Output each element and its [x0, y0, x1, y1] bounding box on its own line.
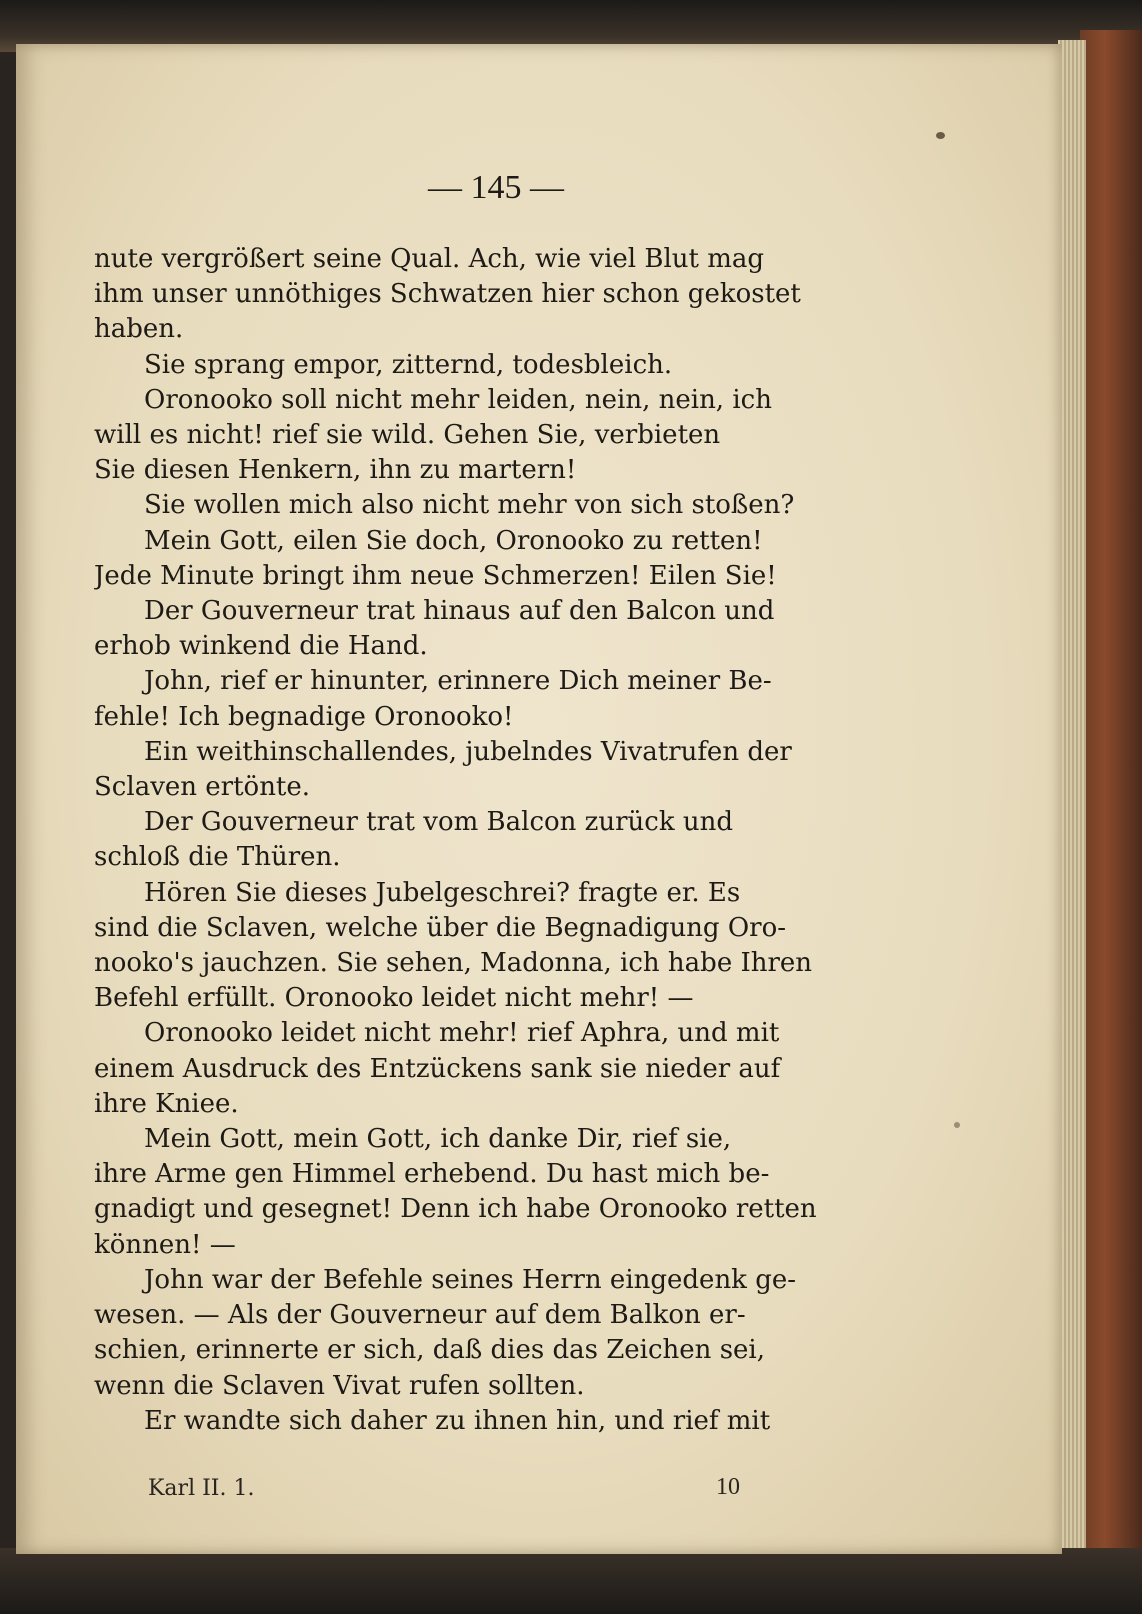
text-line: Hören Sie dieses Jubelgeschrei? fragte er. Es	[144, 877, 741, 908]
footer-signature: Karl II. 1.	[148, 1476, 255, 1501]
text-line: fehle! Ich begnadige Oronooko!	[94, 701, 514, 732]
text-line: Der Gouverneur trat hinaus auf den Balcon und	[144, 596, 775, 627]
text-line: Oronooko soll nicht mehr leiden, nein, nein, ich	[144, 384, 772, 415]
text-line: ihm unser unnöthiges Schwatzen hier schon gekostet	[94, 279, 801, 310]
text-line: Jede Minute bringt ihm neue Schmerzen! Eilen Sie!	[94, 560, 777, 591]
text-line: Sie sprang empor, zitternd, todesbleich.	[144, 349, 673, 380]
text-line: sind die Sclaven, welche über die Begnadigung Oro-	[94, 912, 787, 943]
text-line: Mein Gott, mein Gott, ich danke Dir, rief sie,	[144, 1124, 732, 1155]
text-line: können! —	[94, 1229, 236, 1260]
text-line: Er wandte sich daher zu ihnen hin, und rief mit	[144, 1405, 771, 1436]
book-page	[16, 44, 1062, 1554]
page-stack-edge	[1058, 40, 1086, 1570]
text-line: nooko's jauchzen. Sie sehen, Madonna, ich habe Ihren	[94, 948, 813, 979]
text-line: haben.	[94, 314, 184, 345]
text-line: John war der Befehle seines Herrn eingedenk ge-	[144, 1264, 797, 1295]
page-number-header: — 145 —	[428, 169, 564, 206]
text-line: ihre Arme gen Himmel erhebend. Du hast mich be-	[94, 1159, 770, 1190]
book-binding-bottom	[0, 1548, 1142, 1614]
text-line: gnadigt und gesegnet! Denn ich habe Oronooko retten	[94, 1194, 817, 1225]
text-line: will es nicht! rief sie wild. Gehen Sie, verbieten	[94, 420, 721, 451]
text-line: Befehl erfüllt. Oronooko leidet nicht mehr! —	[94, 983, 694, 1014]
text-line: schien, erinnerte er sich, daß dies das Zeichen sei,	[94, 1335, 765, 1366]
text-line: nute vergrößert seine Qual. Ach, wie viel Blut mag	[94, 244, 765, 274]
text-line: Sclaven ertönte.	[94, 772, 311, 803]
text-line: wesen. — Als der Gouverneur auf dem Balkon er-	[94, 1300, 746, 1331]
text-line: Ein weithinschallendes, jubelndes Vivatrufen der	[144, 736, 792, 767]
text-line: ihre Kniee.	[94, 1088, 239, 1119]
text-line: Sie wollen mich also nicht mehr von sich stoßen?	[144, 490, 795, 521]
paper-speck	[936, 132, 945, 139]
text-line: Sie diesen Henkern, ihn zu martern!	[94, 455, 577, 486]
footer-sheet-number: 10	[716, 1474, 740, 1500]
paper-speck	[954, 1122, 960, 1128]
text-line: Oronooko leidet nicht mehr! rief Aphra, und mit	[144, 1018, 780, 1049]
text-line: einem Ausdruck des Entzückens sank sie nieder auf	[94, 1053, 781, 1084]
text-line: schloß die Thüren.	[94, 842, 341, 873]
text-line: Der Gouverneur trat vom Balcon zurück und	[144, 807, 733, 838]
text-line: wenn die Sclaven Vivat rufen sollten.	[94, 1370, 585, 1401]
book-cover-edge	[1080, 30, 1142, 1590]
text-line: Mein Gott, eilen Sie doch, Oronooko zu retten!	[144, 525, 763, 556]
text-line: erhob winkend die Hand.	[94, 631, 428, 662]
page-body-text	[94, 242, 864, 1439]
text-line: John, rief er hinunter, erinnere Dich meiner Be-	[144, 666, 772, 697]
